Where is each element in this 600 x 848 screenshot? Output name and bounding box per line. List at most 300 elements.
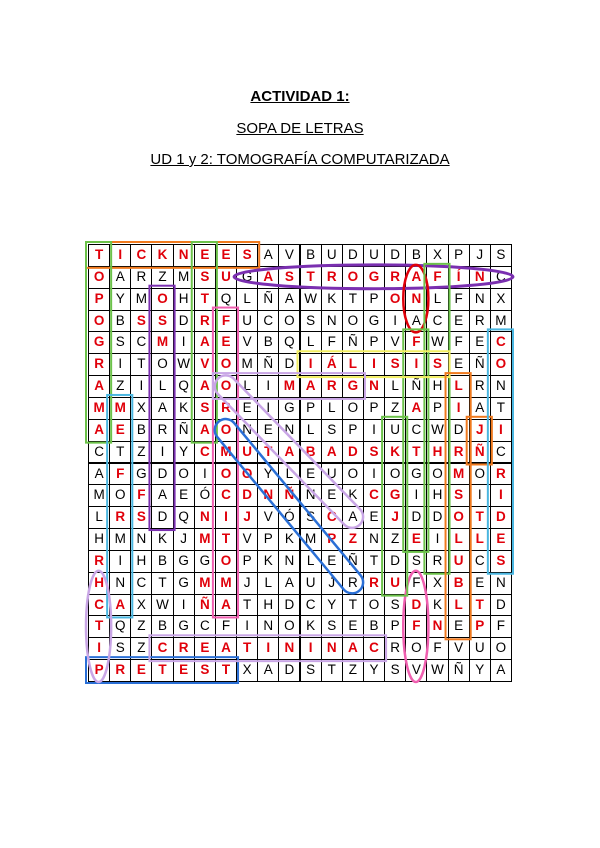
letter-cell: M xyxy=(109,397,131,420)
letter-cell: F xyxy=(405,572,427,595)
letter-cell: H xyxy=(88,528,110,551)
letter-cell: S xyxy=(321,419,343,442)
letter-cell: I xyxy=(405,353,427,376)
letter-cell: T xyxy=(321,659,343,682)
letter-cell: O xyxy=(490,637,512,660)
letter-cell: N xyxy=(130,528,152,551)
letter-cell: T xyxy=(257,441,279,464)
letter-cell: B xyxy=(130,419,152,442)
letter-cell: R xyxy=(194,310,216,333)
letter-cell: M xyxy=(194,528,216,551)
letter-cell: E xyxy=(321,550,343,573)
letter-cell: O xyxy=(88,310,110,333)
letter-cell: I xyxy=(194,463,216,486)
letter-cell: U xyxy=(215,266,237,289)
letter-cell: E xyxy=(448,615,470,638)
letter-cell: P xyxy=(426,397,448,420)
letter-cell: X xyxy=(490,288,512,311)
letter-cell: A xyxy=(257,244,279,267)
letter-cell: F xyxy=(109,463,131,486)
letter-cell: C xyxy=(490,331,512,354)
letter-cell: O xyxy=(342,266,364,289)
letter-cell: L xyxy=(448,375,470,398)
letter-cell: U xyxy=(384,419,406,442)
letter-cell: I xyxy=(173,331,195,354)
letter-cell: P xyxy=(236,550,258,573)
letter-cell: I xyxy=(469,484,491,507)
letter-cell: O xyxy=(236,463,258,486)
letter-cell: O xyxy=(363,594,385,617)
letter-cell: Z xyxy=(130,615,152,638)
letter-cell: E xyxy=(130,659,152,682)
letter-cell: S xyxy=(490,244,512,267)
letter-cell: N xyxy=(257,484,279,507)
letter-cell: A xyxy=(321,441,343,464)
letter-cell: V xyxy=(257,506,279,529)
letter-cell: R xyxy=(469,375,491,398)
letter-cell: C xyxy=(88,441,110,464)
letter-cell: C xyxy=(130,244,152,267)
letter-cell: F xyxy=(426,266,448,289)
letter-cell: C xyxy=(300,594,322,617)
letter-cell: C xyxy=(151,637,173,660)
unit-title: UD 1 y 2: TOMOGRAFÍA COMPUTARIZADA xyxy=(150,151,450,168)
letter-cell: T xyxy=(236,594,258,617)
letter-cell: N xyxy=(469,266,491,289)
letter-cell: S xyxy=(300,310,322,333)
letter-cell: F xyxy=(405,331,427,354)
letter-cell: F xyxy=(321,331,343,354)
letter-cell: D xyxy=(342,244,364,267)
letter-cell: I xyxy=(300,637,322,660)
letter-cell: O xyxy=(469,463,491,486)
letter-cell: N xyxy=(236,419,258,442)
letter-cell: D xyxy=(405,594,427,617)
letter-cell: Y xyxy=(173,441,195,464)
letter-cell: F xyxy=(215,310,237,333)
letter-cell: R xyxy=(321,375,343,398)
letter-cell: S xyxy=(109,331,131,354)
letter-cell: M xyxy=(109,528,131,551)
letter-cell: W xyxy=(426,419,448,442)
letter-cell: N xyxy=(278,419,300,442)
letter-cell: F xyxy=(448,288,470,311)
letter-cell: S xyxy=(384,594,406,617)
letter-cell: P xyxy=(342,419,364,442)
letter-cell: Q xyxy=(173,506,195,529)
letter-cell: A xyxy=(88,375,110,398)
letter-cell: N xyxy=(405,288,427,311)
letter-cell: E xyxy=(194,637,216,660)
letter-cell: E xyxy=(257,419,279,442)
letter-cell: P xyxy=(363,331,385,354)
letter-cell: O xyxy=(490,353,512,376)
letter-cell: O xyxy=(342,463,364,486)
letter-cell: K xyxy=(257,550,279,573)
letter-cell: E xyxy=(300,463,322,486)
letter-cell: X xyxy=(426,572,448,595)
letter-cell: C xyxy=(490,441,512,464)
letter-cell: Ñ xyxy=(257,353,279,376)
letter-cell: E xyxy=(321,484,343,507)
letter-cell: O xyxy=(215,375,237,398)
letter-cell: E xyxy=(194,244,216,267)
letter-cell: E xyxy=(469,572,491,595)
letter-cell: A xyxy=(194,331,216,354)
letter-cell: Ñ xyxy=(469,353,491,376)
letter-cell: R xyxy=(173,637,195,660)
letter-cell: I xyxy=(151,441,173,464)
letter-cell: D xyxy=(490,594,512,617)
letter-cell: Z xyxy=(342,528,364,551)
letter-cell: Y xyxy=(321,594,343,617)
letter-cell: Q xyxy=(109,615,131,638)
letter-cell: A xyxy=(215,594,237,617)
letter-cell: R xyxy=(448,441,470,464)
letter-cell: L xyxy=(300,331,322,354)
letter-cell: L xyxy=(257,572,279,595)
letter-cell: G xyxy=(342,375,364,398)
letter-cell: P xyxy=(88,288,110,311)
letter-cell: C xyxy=(490,266,512,289)
letter-cell: C xyxy=(405,419,427,442)
letter-cell: O xyxy=(215,550,237,573)
letter-cell: M xyxy=(194,572,216,595)
letter-cell: L xyxy=(342,353,364,376)
letter-cell: Z xyxy=(151,266,173,289)
letter-cell: I xyxy=(426,528,448,551)
letter-cell: E xyxy=(448,310,470,333)
letter-cell: K xyxy=(426,594,448,617)
letter-cell: O xyxy=(426,463,448,486)
letter-cell: T xyxy=(490,397,512,420)
letter-cell: A xyxy=(257,659,279,682)
letter-cell: L xyxy=(448,594,470,617)
letter-cell: Z xyxy=(130,441,152,464)
letter-cell: V xyxy=(405,659,427,682)
letter-cell: N xyxy=(173,244,195,267)
letter-cell: B xyxy=(405,244,427,267)
letter-cell: T xyxy=(215,659,237,682)
letter-cell: S xyxy=(194,659,216,682)
letter-cell: Z xyxy=(384,397,406,420)
letter-cell: T xyxy=(151,659,173,682)
letter-cell: O xyxy=(405,637,427,660)
letter-cell: M xyxy=(215,572,237,595)
letter-cell: R xyxy=(215,397,237,420)
letter-cell: S xyxy=(363,441,385,464)
letter-cell: W xyxy=(151,594,173,617)
letter-cell: A xyxy=(342,506,364,529)
letter-cell: R xyxy=(384,637,406,660)
letter-cell: O xyxy=(88,266,110,289)
letter-cell: N xyxy=(109,572,131,595)
letter-cell: N xyxy=(363,528,385,551)
letter-cell: Í xyxy=(448,266,470,289)
letter-cell: P xyxy=(384,615,406,638)
letter-cell: R xyxy=(384,266,406,289)
letter-cell: I xyxy=(363,419,385,442)
letter-cell: L xyxy=(300,419,322,442)
letter-cell: B xyxy=(300,441,322,464)
letter-cell: C xyxy=(426,310,448,333)
letter-cell: F xyxy=(130,484,152,507)
letter-cell: I xyxy=(257,397,279,420)
letter-cell: T xyxy=(469,594,491,617)
letter-cell: C xyxy=(215,484,237,507)
letter-cell: I xyxy=(109,550,131,573)
letter-cell: Ñ xyxy=(342,331,364,354)
letter-cell: E xyxy=(173,484,195,507)
letter-cell: M xyxy=(236,353,258,376)
letter-cell: N xyxy=(426,615,448,638)
letter-cell: O xyxy=(278,310,300,333)
letter-cell: L xyxy=(88,506,110,529)
letter-cell: Q xyxy=(173,375,195,398)
letter-cell: V xyxy=(448,637,470,660)
letter-cell: R xyxy=(109,659,131,682)
letter-cell: P xyxy=(88,659,110,682)
letter-cell: O xyxy=(384,288,406,311)
letter-cell: E xyxy=(173,659,195,682)
letter-cell: L xyxy=(236,375,258,398)
letter-cell: D xyxy=(236,484,258,507)
letter-cell: R xyxy=(321,266,343,289)
letter-cell: O xyxy=(384,463,406,486)
letter-cell: M xyxy=(151,331,173,354)
letter-cell: A xyxy=(405,266,427,289)
letter-cell: E xyxy=(215,331,237,354)
letter-cell: G xyxy=(405,463,427,486)
letter-cell: L xyxy=(384,375,406,398)
letter-cell: D xyxy=(151,463,173,486)
letter-cell: G xyxy=(173,572,195,595)
letter-cell: W xyxy=(300,288,322,311)
letter-cell: F xyxy=(426,637,448,660)
letter-cell: P xyxy=(363,397,385,420)
letter-cell: D xyxy=(384,550,406,573)
letter-cell: A xyxy=(257,266,279,289)
letter-cell: E xyxy=(405,528,427,551)
letter-cell: V xyxy=(278,244,300,267)
letter-cell: I xyxy=(130,375,152,398)
letter-cell: M xyxy=(300,528,322,551)
letter-cell: P xyxy=(321,528,343,551)
letter-cell: B xyxy=(448,572,470,595)
letter-cell: T xyxy=(236,637,258,660)
letter-cell: U xyxy=(363,244,385,267)
letter-cell: E xyxy=(469,331,491,354)
letter-cell: Ñ xyxy=(194,594,216,617)
letter-cell: C xyxy=(194,441,216,464)
letter-cell: F xyxy=(490,615,512,638)
letter-cell: N xyxy=(278,550,300,573)
letter-cell: R xyxy=(469,310,491,333)
letter-cell: N xyxy=(363,375,385,398)
letter-cell: A xyxy=(300,375,322,398)
letter-cell: T xyxy=(88,244,110,267)
letter-cell: D xyxy=(278,353,300,376)
letter-cell: M xyxy=(173,266,195,289)
letter-cell: A xyxy=(405,310,427,333)
letter-cell: S xyxy=(236,244,258,267)
letter-cell: I xyxy=(257,637,279,660)
letter-cell: T xyxy=(151,572,173,595)
letter-cell: M xyxy=(490,310,512,333)
letter-cell: L xyxy=(300,550,322,573)
letter-cell: A xyxy=(490,659,512,682)
letter-cell: K xyxy=(278,528,300,551)
letter-cell: E xyxy=(342,615,364,638)
letter-cell: X xyxy=(236,659,258,682)
letter-cell: Z xyxy=(342,659,364,682)
letter-cell: A xyxy=(405,397,427,420)
letter-cell: M xyxy=(448,463,470,486)
letter-cell: P xyxy=(363,288,385,311)
letter-cell: P xyxy=(469,615,491,638)
letter-cell: T xyxy=(130,353,152,376)
letter-cell: T xyxy=(215,528,237,551)
letter-cell: X xyxy=(130,397,152,420)
puzzle-subtitle: SOPA DE LETRAS xyxy=(236,120,364,137)
letter-cell: L xyxy=(426,288,448,311)
letter-cell: A xyxy=(194,375,216,398)
letter-cell: S xyxy=(194,397,216,420)
letter-cell: O xyxy=(448,506,470,529)
letter-cell: B xyxy=(151,550,173,573)
letter-cell: Ñ xyxy=(278,484,300,507)
letter-cell: Ñ xyxy=(448,659,470,682)
letter-cell: K xyxy=(321,288,343,311)
letter-cell: Q xyxy=(278,331,300,354)
letter-cell: H xyxy=(130,550,152,573)
letter-cell: I xyxy=(448,397,470,420)
letter-cell: Ñ xyxy=(469,441,491,464)
letter-cell: J xyxy=(236,572,258,595)
letter-cell: W xyxy=(426,659,448,682)
letter-cell: I xyxy=(215,506,237,529)
letter-cell: G xyxy=(236,266,258,289)
letter-cell: G xyxy=(278,397,300,420)
letter-cell: I xyxy=(88,637,110,660)
letter-cell: S xyxy=(278,266,300,289)
letter-cell: O xyxy=(173,463,195,486)
letter-cell: Z xyxy=(384,528,406,551)
letter-cell: S xyxy=(384,659,406,682)
letter-cell: S xyxy=(109,637,131,660)
letter-cell: A xyxy=(278,441,300,464)
letter-cell: U xyxy=(236,310,258,333)
letter-cell: C xyxy=(130,331,152,354)
letter-cell: M xyxy=(88,397,110,420)
letter-cell: A xyxy=(194,419,216,442)
letter-cell: G xyxy=(194,550,216,573)
letter-cell: I xyxy=(490,419,512,442)
letter-cell: F xyxy=(448,331,470,354)
letter-cell: E xyxy=(236,397,258,420)
letter-cell: O xyxy=(151,353,173,376)
letter-cell: B xyxy=(363,615,385,638)
letter-cell: T xyxy=(300,266,322,289)
letter-cell: O xyxy=(215,353,237,376)
letter-cell: K xyxy=(151,244,173,267)
letter-cell: S xyxy=(130,506,152,529)
letter-cell: O xyxy=(278,615,300,638)
letter-cell: H xyxy=(257,594,279,617)
letter-cell: A xyxy=(151,397,173,420)
letter-cell: S xyxy=(448,484,470,507)
letter-cell: T xyxy=(194,288,216,311)
letter-cell: I xyxy=(109,353,131,376)
letter-cell: R xyxy=(342,572,364,595)
letter-cell: K xyxy=(384,441,406,464)
letter-cell: I xyxy=(257,375,279,398)
letter-cell: C xyxy=(469,550,491,573)
letter-cell: I xyxy=(405,484,427,507)
letter-cell: J xyxy=(384,506,406,529)
letter-cell: N xyxy=(469,288,491,311)
letter-cell: N xyxy=(300,484,322,507)
letter-cell: Ñ xyxy=(405,375,427,398)
letter-cell: A xyxy=(278,288,300,311)
letter-cell: G xyxy=(88,331,110,354)
letter-cell: A xyxy=(342,637,364,660)
letter-cell: L xyxy=(321,397,343,420)
letter-cell: S xyxy=(426,353,448,376)
letter-cell: E xyxy=(448,353,470,376)
letter-cell: C xyxy=(257,310,279,333)
letter-cell: L xyxy=(151,375,173,398)
letter-cell: H xyxy=(173,288,195,311)
letter-cell: U xyxy=(469,637,491,660)
letter-cell: O xyxy=(151,288,173,311)
letter-cell: S xyxy=(384,353,406,376)
letter-cell: Ñ xyxy=(342,550,364,573)
letter-cell: A xyxy=(215,637,237,660)
letter-cell: I xyxy=(363,463,385,486)
letter-cell: O xyxy=(342,310,364,333)
letter-cell: D xyxy=(342,441,364,464)
letter-cell: E xyxy=(109,419,131,442)
letter-cell: Q xyxy=(215,288,237,311)
letter-cell: S xyxy=(130,310,152,333)
letter-cell: P xyxy=(448,244,470,267)
letter-cell: D xyxy=(173,310,195,333)
letter-cell: E xyxy=(215,244,237,267)
letter-cell: E xyxy=(363,506,385,529)
letter-cell: S xyxy=(490,550,512,573)
letter-cell: M xyxy=(130,288,152,311)
letter-cell: J xyxy=(321,572,343,595)
letter-cell: Y xyxy=(469,659,491,682)
letter-cell: U xyxy=(448,550,470,573)
letter-cell: U xyxy=(300,572,322,595)
letter-cell: S xyxy=(321,615,343,638)
letter-cell: L xyxy=(278,463,300,486)
letter-cell: S xyxy=(300,659,322,682)
letter-cell: A xyxy=(278,572,300,595)
letter-cell: B xyxy=(151,615,173,638)
letter-cell: T xyxy=(405,441,427,464)
letter-cell: D xyxy=(384,244,406,267)
letter-cell: J xyxy=(173,528,195,551)
letter-cell: T xyxy=(342,594,364,617)
letter-cell: W xyxy=(173,353,195,376)
letter-cell: R xyxy=(88,550,110,573)
letter-cell: I xyxy=(490,484,512,507)
letter-cell: Y xyxy=(257,463,279,486)
letter-cell: F xyxy=(215,615,237,638)
